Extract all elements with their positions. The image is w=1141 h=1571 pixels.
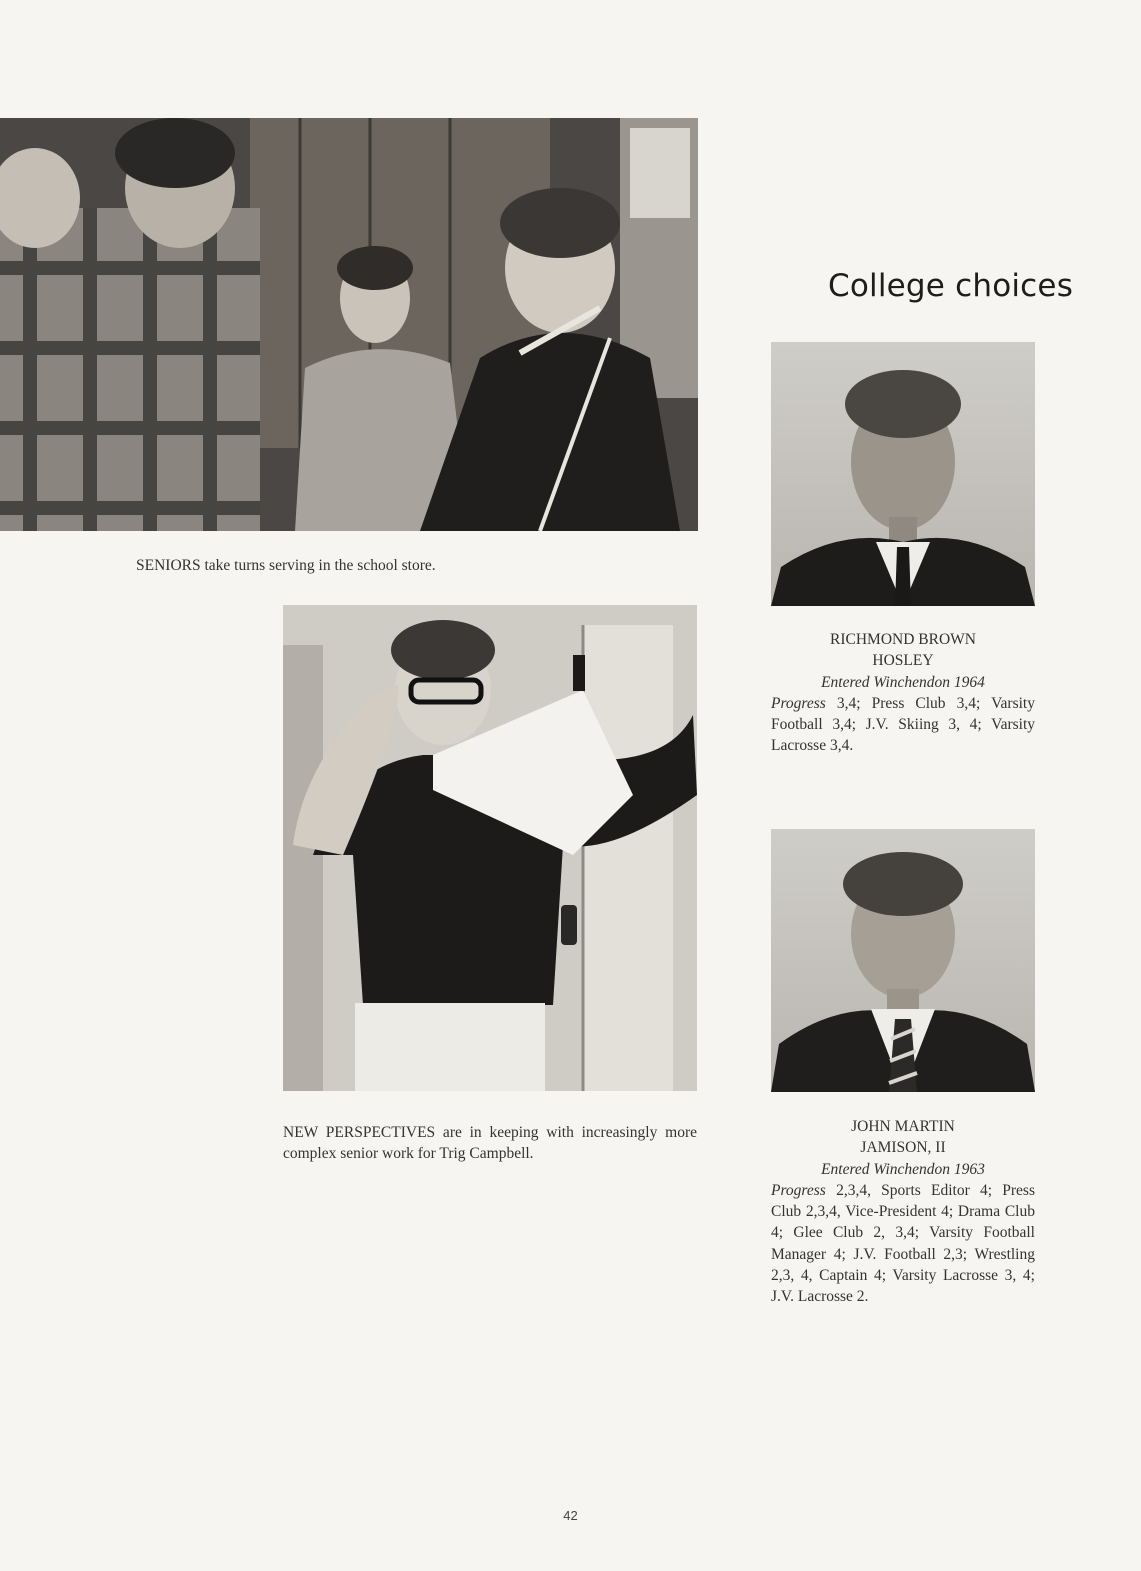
activity-lead: Progress [771,1181,826,1199]
senior-activities [771,693,1035,757]
senior-name: JAMISON, II [860,1139,946,1157]
portrait-photo-hosley [771,342,1035,606]
new-perspectives-photo [283,605,697,1091]
senior-name: RICHMOND BROWN [830,631,976,648]
new-perspectives-illustration [283,605,697,1091]
senior-bio-jamison [771,1116,1035,1308]
senior-name: JOHN MARTIN [851,1118,955,1135]
senior-entered: Entered Winchendon 1964 [821,673,985,691]
senior-activities [771,1180,1035,1308]
senior-entered: Entered Winchendon 1963 [821,1160,985,1178]
school-store-photo [0,118,698,531]
perspectives-photo-caption: NEW PERSPECTIVES are in keeping with increasingly more complex senior work for Trig Campbell. [283,1124,697,1162]
school-store-illustration [0,118,698,531]
senior-name: HOSLEY [872,652,934,670]
activity-lead: Progress [771,694,826,712]
activity-list: 2,3,4, Sports Editor 4; Press Club 2,3,4, Vice-President 4; Drama Club 4; Glee Club 2, 3,4; Varsity Football Manager 4; J.V. Football 2,3; Wrestling 2,3, 4, Captain 4; Varsity Lacrosse 3, 4; J.V. Lacrosse 2. [771,1181,1035,1306]
portrait-illustration [771,829,1035,1092]
section-title: College choices [828,268,1074,304]
portrait-illustration [771,342,1035,606]
page-number: 42 [563,1508,578,1523]
store-photo-caption: SENIORS take turns serving in the school store. [136,557,436,574]
senior-bio-hosley [771,629,1035,757]
portrait-photo-jamison [771,829,1035,1092]
activity-list: 3,4; Press Club 3,4; Varsity Football 3,4; J.V. Skiing 3, 4; Varsity Lacrosse 3,4. [771,694,1035,755]
